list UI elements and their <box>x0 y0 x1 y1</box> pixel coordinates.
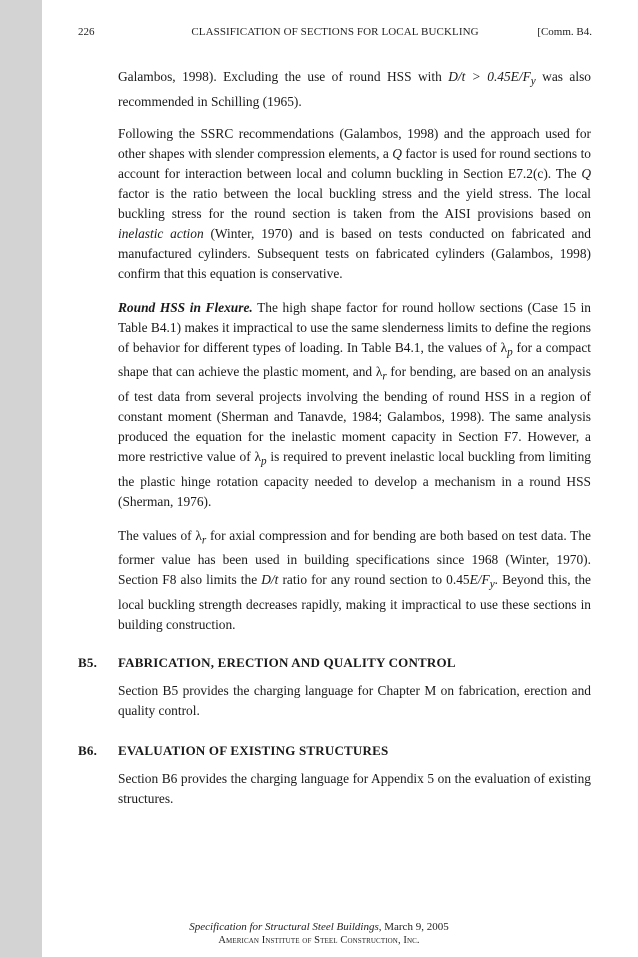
section-heading-b5 <box>78 653 591 673</box>
section-number-b6: B6. <box>78 743 98 759</box>
section-number-b5: B5. <box>78 655 98 671</box>
run-in-heading: Round HSS in Flexure. <box>118 299 253 315</box>
page-number: 226 <box>78 26 95 38</box>
footer-date: March 9, 2005 <box>381 921 449 933</box>
paragraph-b5: Section B5 provides the charging language for Chapter M on fabrication, erection and quality control. <box>118 683 591 719</box>
commentary-reference: [Comm. B4. <box>537 26 592 38</box>
section-title-b6: EVALUATION OF EXISTING STRUCTURES <box>118 743 389 759</box>
paragraph-hss-limits: Galambos, 1998). Excluding the use of round HSS with $D/t > 0.45E/F_y$ was also recommended in Schilling (1965). <box>118 69 591 109</box>
footer-publisher: American Institute of Steel Construction, Inc. <box>218 935 420 946</box>
running-title: CLASSIFICATION OF SECTIONS FOR LOCAL BUCKLING <box>191 26 479 38</box>
section-heading-b6 <box>78 741 591 761</box>
section-title-b5: FABRICATION, ERECTION AND QUALITY CONTROL <box>118 655 456 671</box>
page-footer <box>0 920 638 948</box>
body-text <box>78 67 592 823</box>
paragraph-round-hss-flexure: Round HSS in Flexure. The high shape factor for round hollow sections (Case 15 in Table B4.1) makes it impractical to use the same slenderness limits to define the regions of behavior for different types of loading. In Table B4.1, the values of $\lambda_p$ for a compact shape that can achieve the plastic moment, and $\lambda_r$ for bending, are based on an analysis of test data from several projects involving the bending of round HSS in a region of constant moment (Sherman and Tanavde, 1984; Galambos, 1998). The same analysis produced the equation for the inelastic moment capacity in Section F7. However, a more restrictive value of $\lambda_p$ is required to prevent inelastic local buckling from limiting the plastic hinge rotation capacity needed to develop a mechanism in a round HSS (Sherman, 1976). <box>118 299 592 509</box>
paragraph-b6: Section B6 provides the charging language for Appendix 5 on the evaluation of existing structures. <box>118 771 591 807</box>
page-margin-bar <box>0 0 42 957</box>
paragraph-lambda-r: The values of $\lambda_r$ for axial compression and for bending are both based on test data. The former value has been used in building specifications since 1968 (Winter, 1970). Section F8 also limits the D/t ratio for any round section to $0.45E/F_y$. Beyond this, the local buckling strength decreases rapidly, making it impractical to use these sections in building construction. <box>118 527 591 633</box>
paragraph-q-factor: Following the SSRC recommendations (Galambos, 1998) and the approach used for other shapes with slender compression elements, a Q factor is used for round sections to account for interaction between local and column buckling in Section E7.2(c). The Q factor is the ratio between the local buckling stress and the yield stress. The local buckling stress for the round section is taken from the AISI provisions based on inelastic action (Winter, 1970) and is based on tests conducted on fabricated and manufactured cylinders. Subsequent tests on fabricated cylinders (Galambos, 1998) confirm that this equation is conservative. <box>118 125 591 281</box>
running-header <box>78 26 592 42</box>
footer-spec-title: Specification for Structural Steel Buildings, <box>189 921 382 933</box>
